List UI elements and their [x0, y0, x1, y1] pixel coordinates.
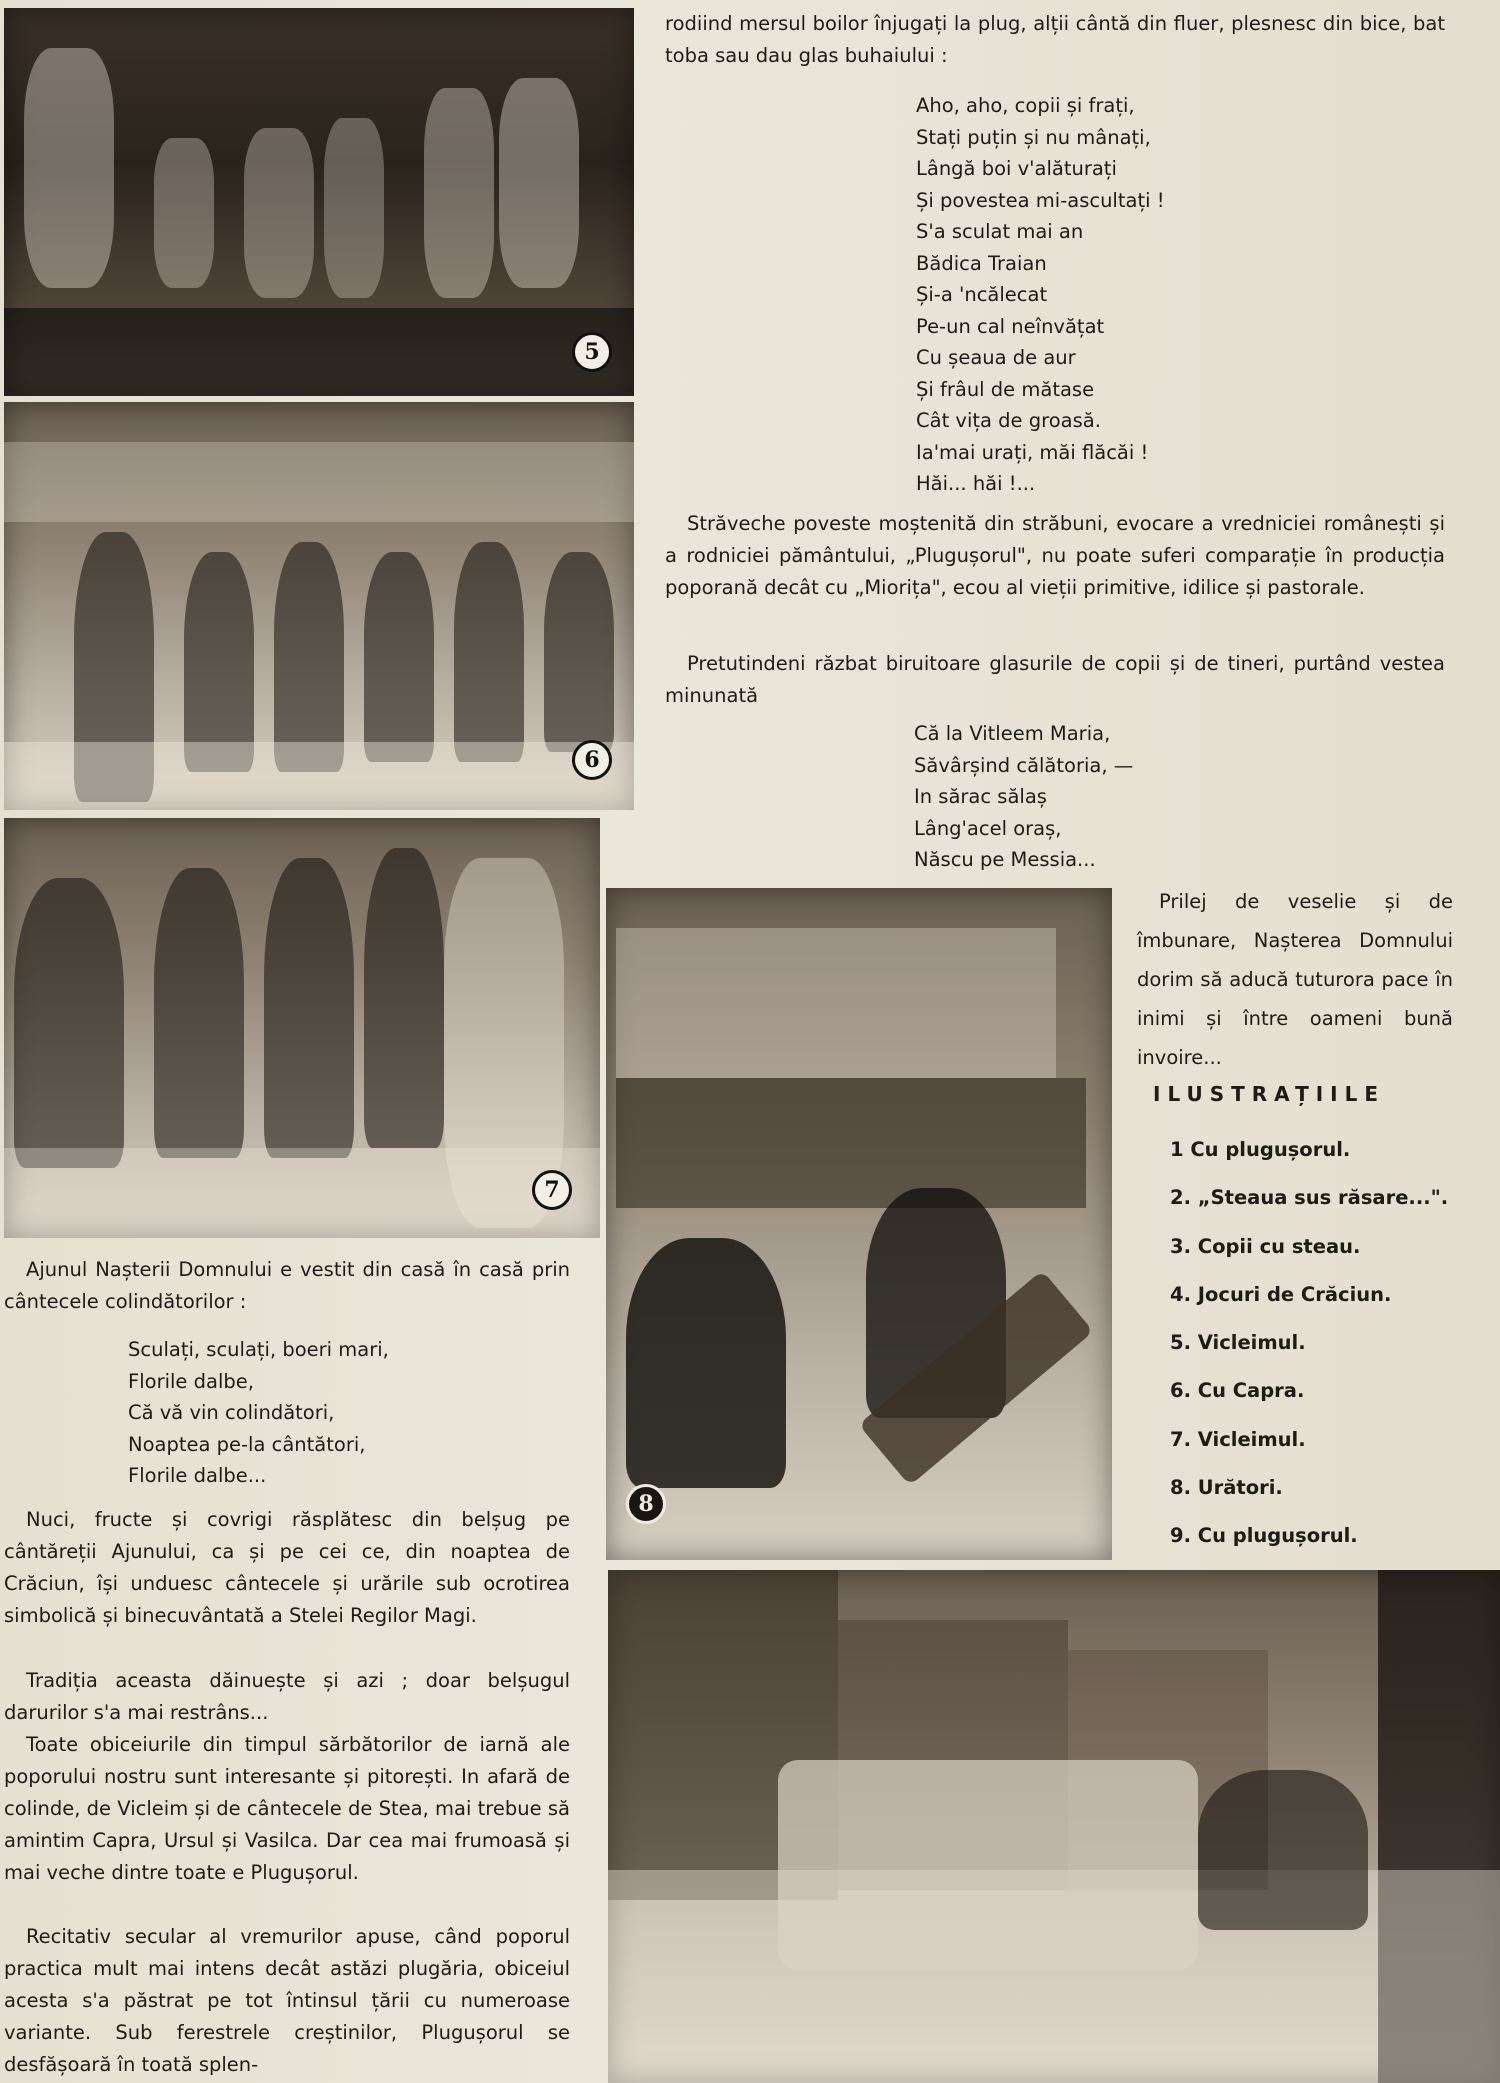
verse-line: Bădica Traian	[916, 251, 1047, 275]
list-item: 6. Cu Capra.	[1170, 1379, 1305, 1403]
verse-line: Și povestea mi-ascultați !	[916, 188, 1165, 212]
illustrations-heading: ILUSTRAȚIILE	[1153, 1082, 1386, 1106]
verse-line: Săvârșind călătoria, —	[914, 753, 1134, 777]
paragraph-text: Recitativ secular al vremurilor apuse, când poporul practica mult mai intens decât astăzi plugăria, obiceiul acesta s'a păstrat pe tot întinsul țării cu numeroase variante. Sub ferestrele creștinilor, Plugușorul se desfășoară în toată splen-	[4, 1925, 570, 2076]
intro-paragraph	[665, 8, 1445, 72]
photo-9-cu-plugusorul	[608, 1570, 1500, 2083]
list-item: 5. Vicleimul.	[1170, 1331, 1306, 1355]
photo-7-vicleimul	[4, 818, 600, 1238]
paragraph-text: Ajunul Nașterii Domnului e vestit din casă în casă prin cântecele colindătorilor :	[4, 1258, 570, 1313]
paragraph-nuci	[4, 1504, 570, 1632]
verse-line: Că la Vitleem Maria,	[914, 722, 1111, 745]
list-item: 8. Urători.	[1170, 1476, 1283, 1500]
verse-line: Florile dalbe...	[128, 1464, 267, 1487]
verse-line: Hăi... hăi !...	[916, 472, 1036, 495]
verse-line: Stați puțin și nu mânați,	[916, 125, 1151, 149]
list-item: 2. „Steaua sus răsare...".	[1170, 1186, 1449, 1210]
verse-vitleem	[914, 718, 1133, 876]
paragraph-ajunul	[4, 1254, 570, 1318]
list-item: 1 Cu plugușorul.	[1170, 1138, 1351, 1161]
paragraph-text: Prilej de veselie și de îmbunare, Nașterea Domnului dorim să aducă tuturora pace în inimi și între oameni bună invoire...	[1137, 890, 1453, 1069]
paragraph-text: Tradiția aceasta dăinuește și azi ; doar belșugul darurilor s'a mai restrâns...	[4, 1669, 570, 1724]
paragraph-pretutindeni	[665, 648, 1445, 712]
illustrations-list	[1170, 1138, 1448, 1573]
photo-number-badge: 8	[626, 1484, 666, 1524]
verse-line: S'a sculat mai an	[916, 220, 1084, 243]
photo-number-badge: 6	[572, 740, 612, 780]
verse-line: Că vă vin colindători,	[128, 1401, 335, 1424]
paragraph-prilej	[1137, 882, 1453, 1077]
verse-line: Și-a 'ncălecat	[916, 283, 1048, 306]
verse-line: Născu pe Messia...	[914, 848, 1096, 871]
verse-line: Cât vița de groasă.	[916, 409, 1101, 432]
verse-colind	[128, 1334, 389, 1492]
verse-line: In sărac sălaș	[914, 785, 1047, 808]
paragraph-text: Străveche poveste moștenită din străbuni, evocare a vredniciei românești și a rodniciei pământului, „Plugușorul", nu poate suferi comparație în producția poporană decât cu „Miorița", ecou al vieții primitive, idilice și pastorale.	[665, 512, 1445, 599]
verse-line: Aho, aho, copii și frați,	[916, 94, 1135, 117]
verse-line: Noaptea pe-la cântători,	[128, 1432, 366, 1456]
paragraph-text: Pretutindeni răzbat biruitoare glasurile de copii și de tineri, purtând vestea minunată	[665, 652, 1445, 707]
paragraph-text: Nuci, fructe și covrigi răsplătesc din belșug pe cântăreții Ajunului, ca și pe cei ce, din noaptea de Crăciun, își unduesc cântecele și urările sub ocrotirea simbolică și binecuvântată a Stelei Regilor Magi.	[4, 1508, 570, 1627]
paragraph-text: Toate obiceiurile din timpul sărbătorilor de iarnă ale poporului nostru sunt interesante și pitorești. In afară de colinde, de Vicleim și de cântecele de Stea, mai trebue să amintim Capra, Ursul și Vasilca. Dar cea mai frumoasă și mai veche dintre toate e Plugușorul.	[4, 1733, 570, 1884]
paragraph-straveche	[665, 508, 1445, 604]
verse-line: Pe-un cal neînvățat	[916, 314, 1105, 338]
photo-6-cu-capra	[4, 402, 634, 810]
verse-line: Florile dalbe,	[128, 1369, 254, 1393]
intro-text: rodiind mersul boilor înjugați la plug, alții cântă din fluer, plesnesc din bice, bat toba sau dau glas buhaiului :	[665, 12, 1445, 67]
paragraph-traditia	[4, 1665, 570, 1729]
paragraph-obiceiurile	[4, 1729, 570, 1889]
photo-5-vicleimul	[4, 8, 634, 396]
verse-line: Ia'mai urați, măi flăcăi !	[916, 440, 1149, 464]
photo-number-badge: 7	[532, 1170, 572, 1210]
verse-line: Și frâul de mătase	[916, 377, 1095, 401]
verse-plugusor	[916, 90, 1165, 500]
list-item: 7. Vicleimul.	[1170, 1427, 1306, 1451]
verse-line: Lâng'acel oraș,	[914, 816, 1062, 840]
list-item: 3. Copii cu steau.	[1170, 1234, 1361, 1258]
verse-line: Lângă boi v'alăturați	[916, 157, 1117, 180]
paragraph-recitativ	[4, 1921, 570, 2081]
photo-8-uratori	[606, 888, 1112, 1560]
verse-line: Cu șeaua de aur	[916, 346, 1076, 369]
list-item: 4. Jocuri de Crăciun.	[1170, 1282, 1392, 1306]
list-item: 9. Cu plugușorul.	[1170, 1524, 1358, 1548]
photo-number-badge: 5	[572, 332, 612, 372]
verse-line: Sculați, sculați, boeri mari,	[128, 1338, 389, 1361]
